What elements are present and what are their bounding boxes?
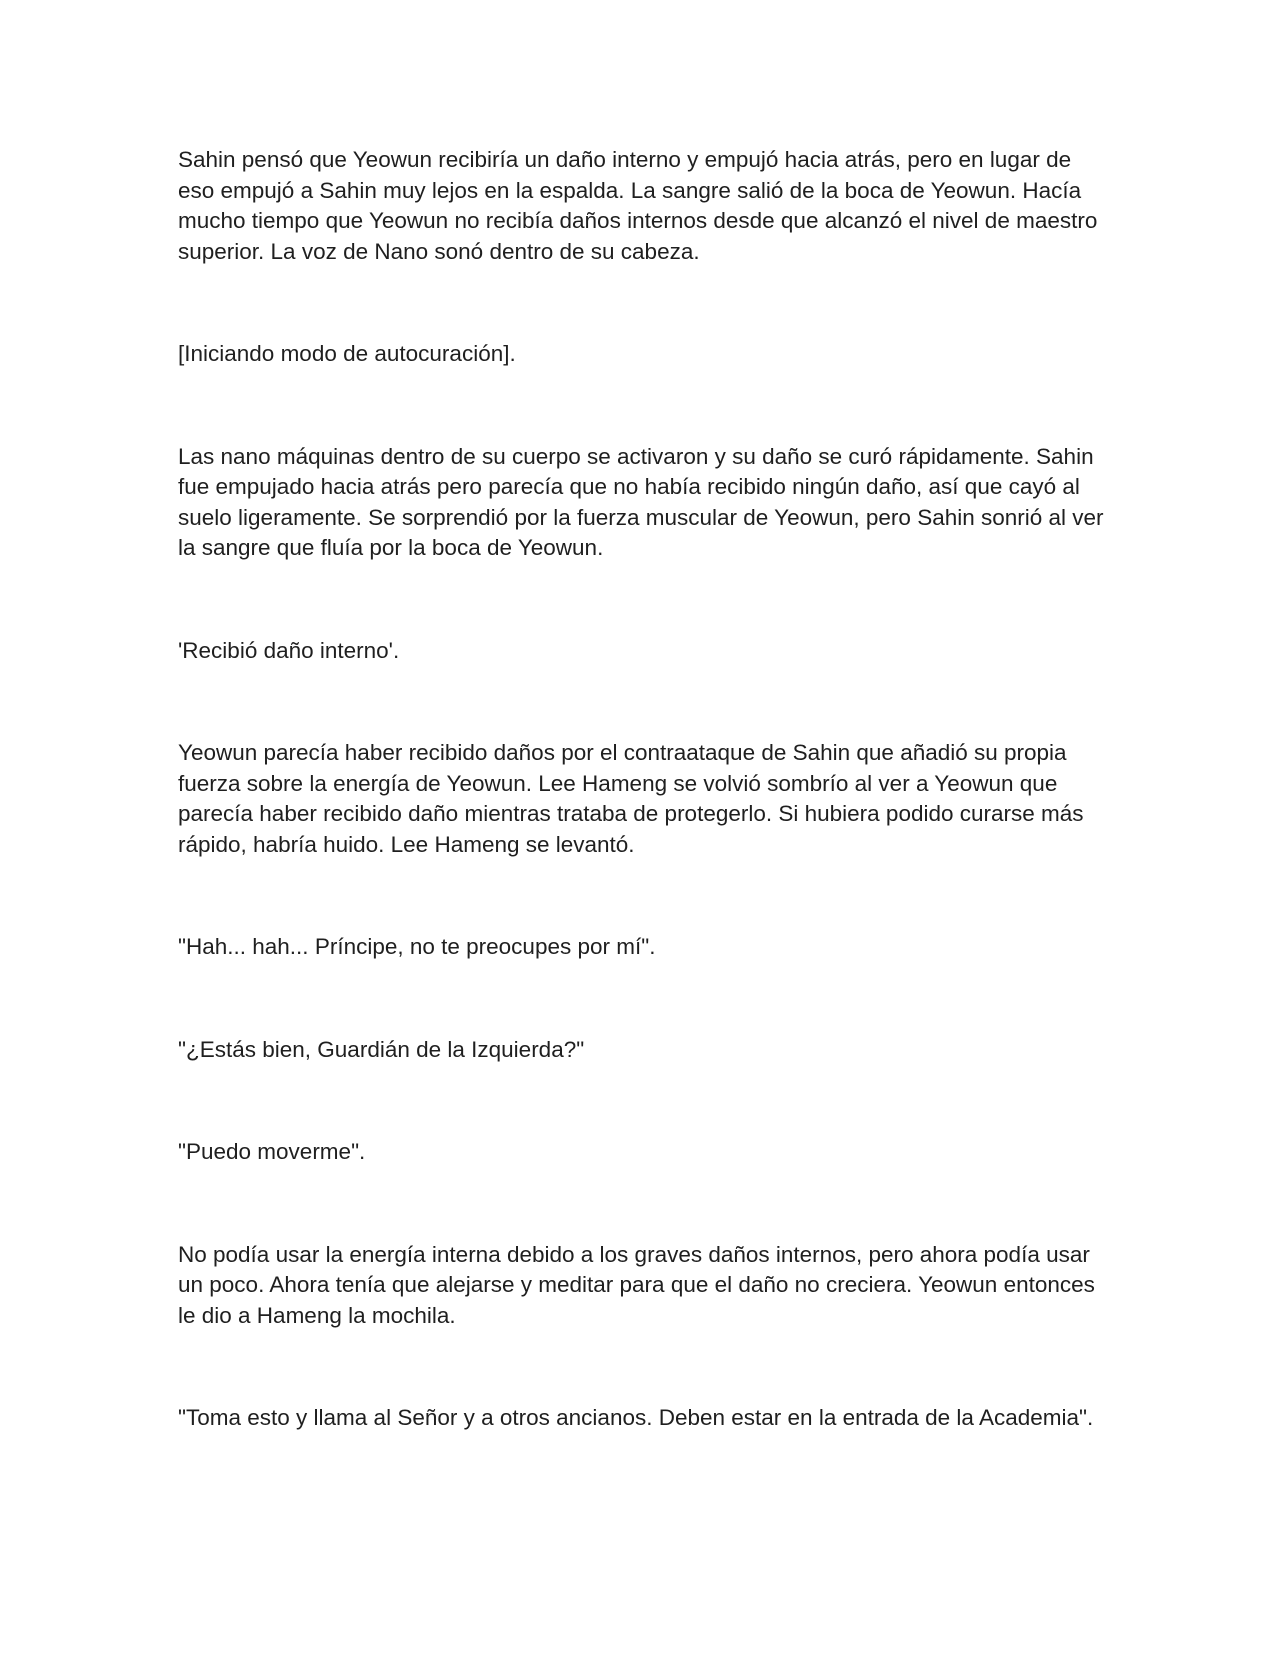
paragraph-8: "Puedo moverme". — [178, 1139, 366, 1164]
paragraph-4: 'Recibió daño interno'. — [178, 637, 400, 663]
paragraph-3: Las nano máquinas dentro de su cuerpo se activaron y su daño se curó rápidamente. Sahin fue empujado hacia atrás pero parecía que no había recibido ningún daño, así que cayó al suelo ligeramente. Se sorprendió por la fuerza muscular de Yeowun, pero Sahin sonrió al ver la sangre que fluía por la boca de Yeowun. — [178, 443, 1104, 560]
paragraph-9: No podía usar la energía interna debido a los graves daños internos, pero ahora podía usar un poco. Ahora tenía que alejarse y meditar para que el daño no creciera. Yeowun entonces le dio a Hameng la mochila. — [178, 1241, 1095, 1328]
paragraph-1: Sahin pensó que Yeowun recibiría un daño interno y empujó hacia atrás, pero en lugar de eso empujó a Sahin muy lejos en la espalda. La sangre salió de la boca de Yeowun. Hacía mucho tiempo que Yeowun no recibía daños internos desde que alcanzó el nivel de maestro superior. La voz de Nano sonó dentro de su cabeza. — [178, 147, 1098, 264]
paragraph-6: "Hah... hah... Príncipe, no te preocupes por mí". — [178, 934, 656, 959]
document-body — [178, 145, 1108, 1434]
paragraph-2: [Iniciando modo de autocuración]. — [178, 341, 516, 366]
paragraph-7: "¿Estás bien, Guardián de la Izquierda?" — [178, 1036, 585, 1062]
paragraph-10: "Toma esto y llama al Señor y a otros ancianos. Deben estar en la entrada de la Academia". — [178, 1405, 1094, 1430]
paragraph-5: Yeowun parecía haber recibido daños por el contraataque de Sahin que añadió su propia fuerza sobre la energía de Yeowun. Lee Hameng se volvió sombrío al ver a Yeowun que parecía haber recibido daño mientras trataba de protegerlo. Si hubiera podido curarse más rápido, habría huido. Lee Hameng se levantó. — [178, 740, 1084, 857]
